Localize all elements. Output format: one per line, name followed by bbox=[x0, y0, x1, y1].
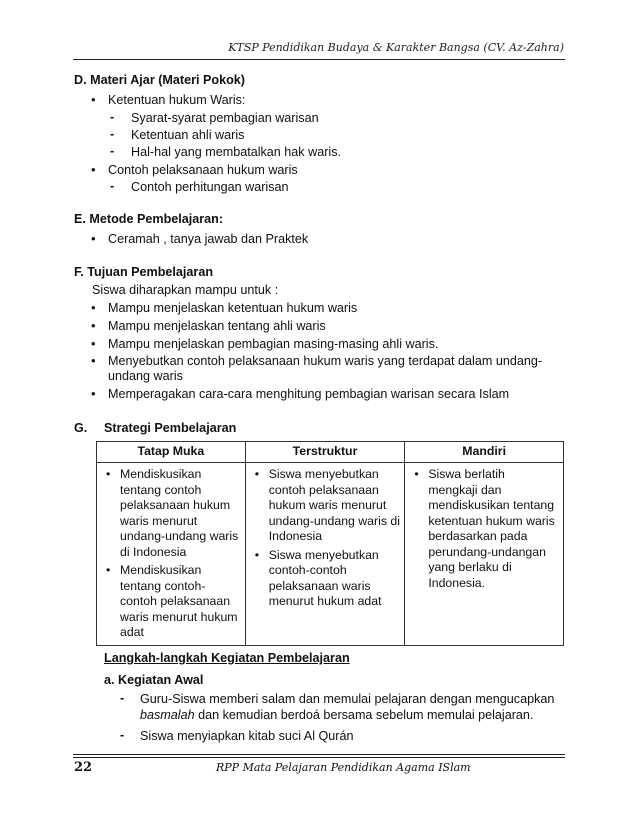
section-d-sub-2: Ketentuan ahli waris bbox=[131, 128, 245, 142]
dash-icon: - bbox=[120, 728, 125, 742]
footer-rule bbox=[73, 754, 565, 755]
section-f-item-1: Mampu menjelaskan ketentuan hukum waris bbox=[108, 301, 358, 315]
section-d-sub-1: Syarat-syarat pembagian warisan bbox=[131, 111, 319, 125]
cell-line: • Siswa menyebutkan bbox=[268, 467, 379, 481]
dash-icon: - bbox=[120, 691, 125, 705]
cell-line: berdasarkan pada bbox=[428, 529, 528, 543]
basmalah-text: basmalah bbox=[140, 708, 195, 722]
dash-icon: - bbox=[110, 127, 115, 141]
cell-line: adat bbox=[120, 625, 144, 639]
cell-list-item bbox=[105, 563, 241, 641]
cell-line: mendiskusikan tentang bbox=[428, 498, 555, 512]
cell-line: Indonesia bbox=[268, 529, 323, 543]
bullet-icon: • bbox=[91, 318, 96, 333]
kegiatan-awal-item-1-rest: dan kemudian berdoá bersama sebelum memulai pelajaran. bbox=[194, 708, 534, 722]
dash-icon: - bbox=[110, 144, 115, 158]
bullet-icon: • bbox=[91, 353, 96, 368]
kegiatan-awal-item-1-cont bbox=[140, 708, 533, 723]
col-header-tatap-muka: Tatap Muka bbox=[97, 442, 246, 463]
cell-line: waris menurut hukum bbox=[120, 609, 238, 624]
cell-list-item bbox=[413, 467, 559, 591]
cell-line: pelaksanaan hukum bbox=[120, 498, 231, 512]
cell-list-item bbox=[254, 467, 401, 545]
cell-line: pelaksanaan waris bbox=[268, 578, 371, 593]
cell-line: undang-undang waris bbox=[120, 529, 239, 543]
cell-mandiri bbox=[405, 463, 564, 646]
cell-terstruktur bbox=[245, 463, 405, 646]
section-d-heading: D. Materi Ajar (Materi Pokok) bbox=[74, 73, 245, 87]
cell-line: • Mendiskusikan bbox=[120, 563, 202, 577]
section-d-sub-3: Hal-hal yang membatalkan hak waris. bbox=[131, 145, 341, 159]
section-g-heading: Strategi Pembelajaran bbox=[104, 421, 237, 435]
col-header-terstruktur: Terstruktur bbox=[245, 442, 405, 463]
cell-line: tentang contoh bbox=[120, 482, 202, 497]
section-e-bullet-1: Ceramah , tanya jawab dan Praktek bbox=[108, 232, 309, 246]
col-header-mandiri: Mandiri bbox=[405, 442, 564, 463]
kegiatan-awal-item-1: Guru-Siswa memberi salam dan memulai pelajaran dengan mengucapkan bbox=[140, 692, 555, 706]
cell-line: • Siswa berlatih bbox=[428, 467, 505, 481]
cell-line: • Siswa menyebutkan bbox=[268, 547, 379, 562]
strategy-table-header-row bbox=[97, 442, 564, 463]
bullet-icon: • bbox=[91, 336, 96, 351]
section-f-item-3: Mampu menjelaskan pembagian masing-masing ahli waris. bbox=[108, 337, 439, 351]
dash-icon: - bbox=[110, 110, 115, 124]
cell-line: menurut hukum adat bbox=[268, 594, 382, 608]
dash-icon: - bbox=[110, 179, 115, 193]
section-f-heading: F. Tujuan Pembelajaran bbox=[74, 265, 214, 279]
bullet-icon: • bbox=[91, 162, 96, 177]
section-f-intro: Siswa diharapkan mampu untuk : bbox=[92, 283, 279, 297]
footer-title: RPP Mata Pelajaran Pendidikan Agama ISlam bbox=[216, 761, 471, 774]
cell-line: contoh pelaksanaan bbox=[120, 594, 231, 608]
cell-line: waris menurut bbox=[120, 513, 198, 528]
kegiatan-awal-item-2: Siswa menyiapkan kitab suci Al Qurán bbox=[140, 729, 354, 743]
cell-line: mengkaji dan bbox=[428, 482, 502, 497]
cell-list-item bbox=[105, 467, 241, 560]
footer-rule bbox=[73, 757, 565, 758]
langkah-heading: Langkah-langkah Kegiatan Pembelajaran bbox=[104, 651, 350, 665]
section-f-item-5: Memperagakan cara-cara menghitung pembagian warisan secara Islam bbox=[108, 387, 510, 401]
bullet-icon: • bbox=[91, 386, 96, 401]
cell-line: di Indonesia bbox=[120, 544, 187, 559]
section-f-item-4: Menyebutkan contoh pelaksanaan hukum waris yang terdapat dalam undang- bbox=[108, 354, 543, 368]
strategy-table-row bbox=[97, 463, 564, 646]
cell-line: undang-undang waris di bbox=[268, 513, 400, 528]
cell-line: yang berlaku di bbox=[428, 560, 512, 574]
section-e-heading: E. Metode Pembelajaran: bbox=[74, 212, 224, 226]
section-d-bullet-1: Ketentuan hukum Waris: bbox=[108, 93, 246, 107]
cell-line: hukum waris menurut bbox=[268, 498, 387, 512]
cell-list-item bbox=[254, 548, 401, 610]
cell-tatap-muka bbox=[97, 463, 246, 646]
cell-line: ketentuan hukum waris bbox=[428, 513, 555, 528]
section-f-item-4-cont: undang waris bbox=[108, 369, 183, 383]
section-d-sub-4: Contoh perhitungan warisan bbox=[131, 180, 289, 194]
kegiatan-awal-heading: a. Kegiatan Awal bbox=[104, 673, 204, 687]
cell-line: • Mendiskusikan bbox=[120, 467, 202, 481]
cell-line: perundang-undangan bbox=[428, 544, 546, 559]
page-header-title: KTSP Pendidikan Budaya & Karakter Bangsa (CV. Az-Zahra) bbox=[228, 41, 564, 54]
section-d-bullet-2: Contoh pelaksanaan hukum waris bbox=[108, 163, 298, 177]
page-number: 22 bbox=[74, 760, 93, 775]
cell-line: tentang contoh- bbox=[120, 578, 206, 593]
cell-line: Indonesia. bbox=[428, 575, 486, 590]
cell-line: contoh pelaksanaan bbox=[268, 482, 379, 497]
section-f-item-2: Mampu menjelaskan tentang ahli waris bbox=[108, 319, 326, 333]
bullet-icon: • bbox=[91, 231, 96, 246]
strategy-table bbox=[96, 441, 564, 646]
bullet-icon: • bbox=[91, 300, 96, 315]
header-rule bbox=[73, 59, 565, 60]
cell-line: contoh-contoh bbox=[268, 563, 347, 577]
bullet-icon: • bbox=[91, 92, 96, 107]
section-g-letter: G. bbox=[74, 421, 88, 435]
